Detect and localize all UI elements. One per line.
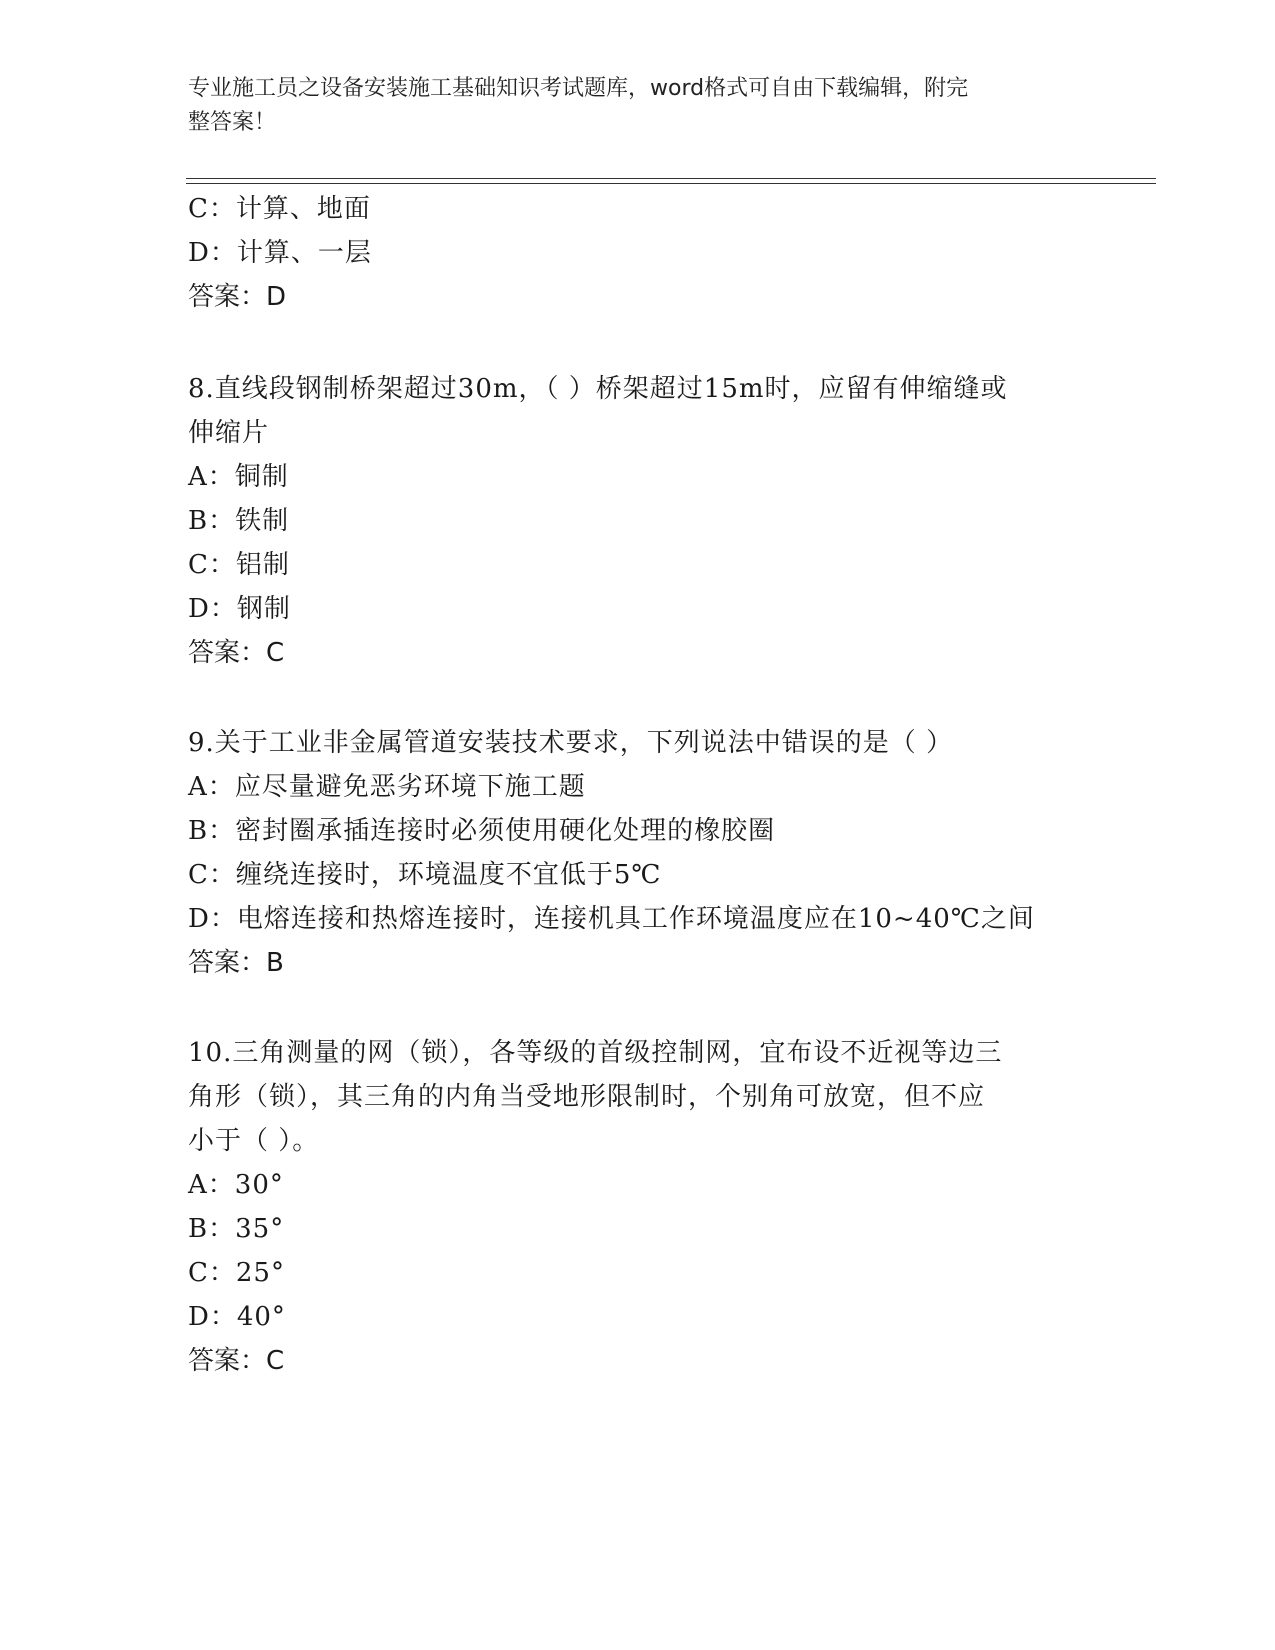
- header-divider-top: [186, 178, 1156, 179]
- q10-stem-line-3: 小于（ ）。: [188, 1126, 320, 1156]
- q9-option-b: B：密封圈承插连接时必须使用硬化处理的橡胶圈: [188, 816, 776, 846]
- q9-option-c: C：缠绕连接时，环境温度不宜低于5℃: [188, 860, 662, 890]
- q8-answer: 答案：C: [188, 638, 285, 668]
- q8-option-b: B：铁制: [188, 506, 290, 536]
- header-divider-bottom: [186, 183, 1156, 184]
- header-line-2: 整答案！: [188, 110, 277, 135]
- q9-option-a: A：应尽量避免恶劣环境下施工题: [188, 772, 586, 802]
- q8-option-c: C：铝制: [188, 550, 290, 580]
- q10-option-c: C：25°: [188, 1258, 285, 1288]
- q8-option-d: D：钢制: [188, 594, 291, 624]
- q8-option-a: A：铜制: [188, 462, 289, 492]
- q7-option-c: C：计算、地面: [188, 194, 371, 224]
- q10-option-a: A：30°: [188, 1170, 284, 1200]
- page-header: [188, 72, 1068, 140]
- q10-stem-line-2: 角形（锁），其三角的内角当受地形限制时，个别角可放宽，但不应: [188, 1082, 986, 1112]
- q9-stem: 9.关于工业非金属管道安装技术要求，下列说法中错误的是（ ）: [188, 728, 954, 758]
- q10-stem-line-1: 10.三角测量的网（锁），各等级的首级控制网，宜布设不近视等边三: [188, 1038, 1003, 1068]
- q9-option-d: D：电熔连接和热熔连接时，连接机具工作环境温度应在10~40℃之间: [188, 904, 1035, 934]
- q10-option-b: B：35°: [188, 1214, 285, 1244]
- q7-option-d: D：计算、一层: [188, 238, 372, 268]
- q7-answer: 答案：D: [188, 282, 287, 312]
- q10-option-d: D：40°: [188, 1302, 286, 1332]
- header-line-1: 专业施工员之设备安装施工基础知识考试题库，word格式可自由下载编辑，附完: [188, 76, 969, 101]
- q10-answer: 答案：C: [188, 1346, 285, 1376]
- q8-stem-line-2: 伸缩片: [188, 418, 270, 448]
- q8-stem-line-1: 8.直线段钢制桥架超过30m，（ ）桥架超过15m时，应留有伸缩缝或: [188, 374, 1008, 404]
- q9-answer: 答案：B: [188, 948, 284, 978]
